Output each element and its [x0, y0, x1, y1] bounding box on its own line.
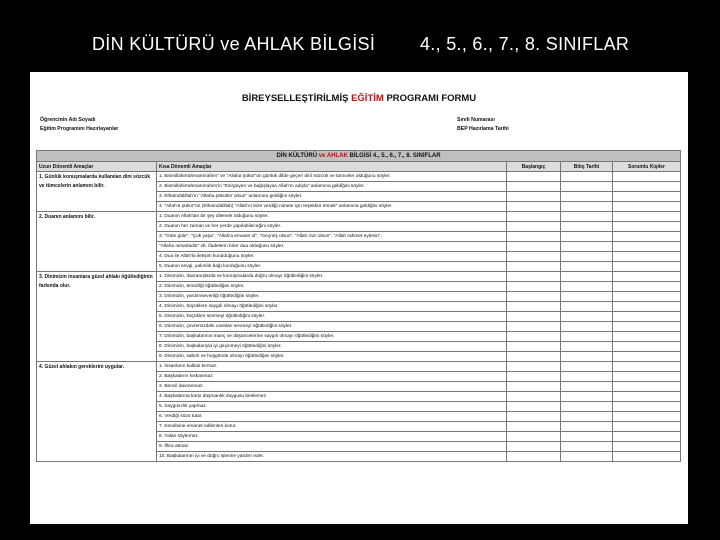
responsible-cell: [613, 232, 681, 242]
end-date-cell: [561, 262, 613, 272]
end-date-cell: [561, 342, 613, 352]
end-date-cell: [561, 272, 613, 282]
prepared-by-label: Eğitim Programını Hazırlayanlar: [40, 126, 119, 132]
start-date-cell: [507, 412, 561, 422]
end-date-cell: [561, 322, 613, 332]
long-term-goal-cell: 4. Güzel ahlakın gereklerini uygular.: [37, 362, 157, 462]
col-end-date: Bitiş Tarihi: [561, 162, 613, 172]
form-title-part2: EĞİTİM: [351, 93, 387, 104]
short-term-goal-cell: 3. Bencil davranmaz.: [157, 382, 507, 392]
responsible-cell: [613, 262, 681, 272]
start-date-cell: [507, 282, 561, 292]
start-date-cell: [507, 352, 561, 362]
responsible-cell: [613, 412, 681, 422]
start-date-cell: [507, 452, 561, 462]
end-date-cell: [561, 392, 613, 402]
end-date-cell: [561, 452, 613, 462]
start-date-cell: [507, 402, 561, 412]
start-date-cell: [507, 172, 561, 182]
start-date-cell: [507, 392, 561, 402]
end-date-cell: [561, 252, 613, 262]
class-number-label: Sınıfı Numarası: [457, 117, 495, 123]
responsible-cell: [613, 272, 681, 282]
form-header-left: [40, 116, 118, 134]
start-date-cell: [507, 252, 561, 262]
start-date-cell: [507, 442, 561, 452]
start-date-cell: [507, 232, 561, 242]
short-term-goal-cell: 2. Duanın her zaman ve her yerde yapılabileceğini söyler.: [157, 222, 507, 232]
end-date-cell: [561, 312, 613, 322]
responsible-cell: [613, 202, 681, 212]
start-date-cell: [507, 212, 561, 222]
long-term-goal-cell: 3. Dinimizin insanlara güzel ahlakı öğütlediğinin farkında olur.: [37, 272, 157, 362]
start-date-cell: [507, 382, 561, 392]
responsible-cell: [613, 352, 681, 362]
responsible-cell: [613, 332, 681, 342]
end-date-cell: [561, 192, 613, 202]
start-date-cell: [507, 222, 561, 232]
responsible-cell: [613, 312, 681, 322]
responsible-cell: [613, 342, 681, 352]
start-date-cell: [507, 342, 561, 352]
short-term-goal-cell: 2. Dinimizin, temizliği öğütlediğini söyler.: [157, 282, 507, 292]
form-header-right: [457, 116, 509, 134]
short-term-goal-cell: 4. Dinimizin, büyüklere saygılı olmayı öğütlediğini söyler.: [157, 302, 507, 312]
responsible-cell: [613, 432, 681, 442]
responsible-cell: [613, 212, 681, 222]
end-date-cell: [561, 182, 613, 192]
end-date-cell: [561, 372, 613, 382]
responsible-cell: [613, 182, 681, 192]
short-term-goal-cell: 3. Dinimizin, yardımseverliği öğütlediğini söyler.: [157, 292, 507, 302]
start-date-cell: [507, 312, 561, 322]
short-term-goal-cell: 2. Başkalarını kıskanmaz.: [157, 372, 507, 382]
short-term-goal-cell: 9. İftira atmaz.: [157, 442, 507, 452]
short-term-goal-cell: 6. Verdiği sözü tutar.: [157, 412, 507, 422]
responsible-cell: [613, 382, 681, 392]
short-term-goal-cell: 5. Dinimizin, küçükleri sevmeyi öğütlediğini söyler.: [157, 312, 507, 322]
subject-banner-row: [37, 151, 681, 162]
start-date-cell: [507, 292, 561, 302]
form-title-part1: BİREYSELLEŞTİRİLMİŞ: [241, 93, 352, 104]
end-date-cell: [561, 242, 613, 252]
responsible-cell: [613, 302, 681, 312]
end-date-cell: [561, 282, 613, 292]
responsible-cell: [613, 172, 681, 182]
subject-banner: DİN KÜLTÜRÜ ve AHLAK BİLGİSİ 4., 5., 6., 7., 8. SINIFLAR: [37, 151, 681, 162]
responsible-cell: [613, 322, 681, 332]
col-start-date: Başlangıç: [507, 162, 561, 172]
table-row: [37, 212, 681, 222]
start-date-cell: [507, 272, 561, 282]
form-title: [30, 93, 688, 104]
end-date-cell: [561, 292, 613, 302]
short-term-goal-cell: 10. Başkalarının iyi ve doğru işlerine yardım eder.: [157, 452, 507, 462]
short-term-goal-cell: 1. Dinimizin, davranışlarda ve konuşmalarda doğru olmayı öğütlediğini söyler.: [157, 272, 507, 282]
short-term-goal-cell: 3. "Güle güle", "Çok yaşa", "Allah'a emanet ol", "Geçmiş olsun", "Allah razı olsun", "Allah rahmet eylesin",: [157, 232, 507, 242]
bep-goals-table: [36, 150, 681, 462]
short-term-goal-cell: 4. "Allah'a şükür"ün (Elhamdülillah) "Allah'ın bize verdiği nimete için teşekkür etmek" anlamına geldiğini söyler.: [157, 202, 507, 212]
col-responsible: Sorumlu Kişiler: [613, 162, 681, 172]
short-term-goal-cell: 1. İnsanların kalbini kırmaz.: [157, 362, 507, 372]
end-date-cell: [561, 382, 613, 392]
slide-title-grades: 4., 5., 6., 7., 8. SINIFLAR: [420, 34, 630, 54]
responsible-cell: [613, 192, 681, 202]
short-term-goal-cell: 2. Bismillahirrahmanirrahim'in "Esirgeyen ve bağışlayan Allah'ın adıyla" anlamına geldiğini söyler.: [157, 182, 507, 192]
column-header-row: [37, 162, 681, 172]
start-date-cell: [507, 322, 561, 332]
end-date-cell: [561, 232, 613, 242]
long-term-goal-cell: 1. Günlük konuşmalarda kullanılan dini sözcük ve tümcelerin anlamını bilir.: [37, 172, 157, 212]
short-term-goal-cell: 9. Dinimizin, sabırlı ve hoşgörülü olmayı öğütlediğini söyler.: [157, 352, 507, 362]
short-term-goal-cell: 4. Dua ile Allah'la iletişim kurulduğunu söyler.: [157, 252, 507, 262]
start-date-cell: [507, 432, 561, 442]
end-date-cell: [561, 202, 613, 212]
end-date-cell: [561, 212, 613, 222]
responsible-cell: [613, 222, 681, 232]
table-row: [37, 362, 681, 372]
responsible-cell: [613, 242, 681, 252]
end-date-cell: [561, 412, 613, 422]
end-date-cell: [561, 352, 613, 362]
end-date-cell: [561, 402, 613, 412]
end-date-cell: [561, 362, 613, 372]
long-term-goal-cell: 2. Duanın anlamını bilir.: [37, 212, 157, 272]
short-term-goal-cell: 8. Yalan söylemez.: [157, 432, 507, 442]
start-date-cell: [507, 202, 561, 212]
responsible-cell: [613, 442, 681, 452]
col-long-term-goals: Uzun Dönemli Amaçlar: [37, 162, 157, 172]
start-date-cell: [507, 362, 561, 372]
start-date-cell: [507, 372, 561, 382]
table-row: [37, 272, 681, 282]
short-term-goal-cell: 5. Duanın sevgi, yakınlık bağı kurduğunu söyler.: [157, 262, 507, 272]
end-date-cell: [561, 432, 613, 442]
responsible-cell: [613, 292, 681, 302]
responsible-cell: [613, 372, 681, 382]
short-term-goal-cell: 3. Elhamdülillah'ın "Allaha şükürler olsun" anlamına geldiğini söyler.: [157, 192, 507, 202]
end-date-cell: [561, 172, 613, 182]
responsible-cell: [613, 422, 681, 432]
short-term-goal-cell: 1. Bismillahirrahmanirrahim" ve "Allaha şükür"ün günlük dilde geçen dinî sözcük ve tümceler olduğunu söyler.: [157, 172, 507, 182]
responsible-cell: [613, 452, 681, 462]
form-title-part3: PROGRAMI FORMU: [386, 93, 477, 104]
responsible-cell: [613, 282, 681, 292]
start-date-cell: [507, 262, 561, 272]
short-term-goal-cell: 6. Dinimizin, çevremizdeki canlıları sevmeyi öğütlediğini söyler.: [157, 322, 507, 332]
end-date-cell: [561, 302, 613, 312]
short-term-goal-cell: 5. Saygısızlık yapmaz.: [157, 402, 507, 412]
bep-date-label: BEP Hazırlama Tarihi: [457, 126, 509, 132]
end-date-cell: [561, 332, 613, 342]
start-date-cell: [507, 182, 561, 192]
short-term-goal-cell: 7. Kendisine emanet edilenleri korur.: [157, 422, 507, 432]
student-name-label: Öğrencinin Adı Soyadı: [40, 117, 96, 123]
responsible-cell: [613, 402, 681, 412]
short-term-goal-cell: 1. Duanın Allah'tan bir şey dilemek olduğunu söyler.: [157, 212, 507, 222]
end-date-cell: [561, 442, 613, 452]
short-term-goal-cell: 4. Başkalarına karşı düşmanlık duygusu beslemez.: [157, 392, 507, 402]
responsible-cell: [613, 362, 681, 372]
start-date-cell: [507, 332, 561, 342]
col-short-term-goals: Kısa Dönemli Amaçlar: [157, 162, 507, 172]
start-date-cell: [507, 422, 561, 432]
short-term-goal-cell: "Allaha ısmarladık" vb. ifadelerin birer dua olduğunu söyler.: [157, 242, 507, 252]
table-row: [37, 172, 681, 182]
responsible-cell: [613, 392, 681, 402]
start-date-cell: [507, 192, 561, 202]
start-date-cell: [507, 242, 561, 252]
slide-title-subject: DİN KÜLTÜRÜ ve AHLAK BİLGİSİ: [92, 34, 376, 54]
responsible-cell: [613, 252, 681, 262]
short-term-goal-cell: 8. Dinimizin, başkalarıyla iyi geçinmeyi öğütlediğini söyler.: [157, 342, 507, 352]
end-date-cell: [561, 422, 613, 432]
bep-form-document: [30, 72, 688, 524]
short-term-goal-cell: 7. Dinimizin, başkalarının inanç ve düşüncelerine saygılı olmayı öğütlediğini söyler.: [157, 332, 507, 342]
end-date-cell: [561, 222, 613, 232]
start-date-cell: [507, 302, 561, 312]
